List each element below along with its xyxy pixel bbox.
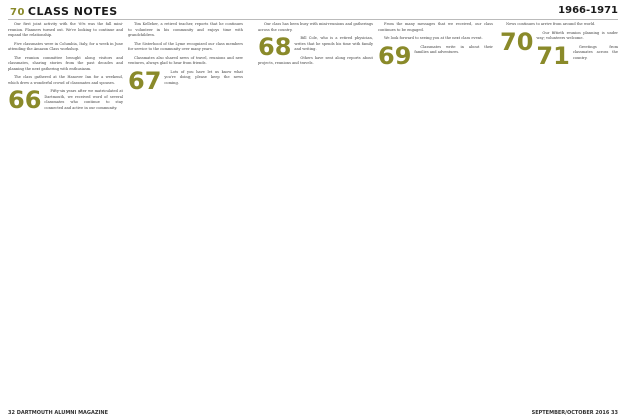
paragraph: From the many messages that we received, our class continues to be engaged.: [378, 22, 493, 32]
class-year-number: 66: [8, 86, 42, 114]
section-number: 70: [10, 7, 25, 18]
class-years: 1966-1971: [558, 5, 618, 16]
class-year-number: 71: [536, 41, 570, 70]
class-year-number: 67: [128, 66, 162, 95]
paragraph: We look forward to seeing you at the next class event.: [384, 36, 483, 40]
footer-right: SEPTEMBER/OCTOBER 2016 33: [531, 410, 618, 416]
paragraph: Greetings from classmates across the country.: [572, 44, 618, 60]
paragraph: Bill Cole, who is a retired physician, writes that he spends his time with family and writing.: [294, 36, 373, 51]
class-year-number: 68: [258, 33, 292, 61]
column-4: [378, 22, 493, 403]
paragraph: The reunion committee brought along visitors and classmates, sharing stories from the past decades and planning the next gathering with enthusiasm.: [8, 55, 123, 71]
column-1: [8, 22, 123, 403]
paragraph: Fifty-six years after we matriculated at Dartmouth, we received word of several classmates who continue to stay connected and active in our community.: [44, 89, 123, 110]
class-year-number: 69: [378, 41, 412, 70]
paragraph: Our class has been busy with mini-reunions and gatherings across the country.: [258, 22, 373, 32]
page-footer: [8, 410, 618, 416]
paragraph: Classmates also shared news of travel, reunions and new ventures, always glad to hear from friends.: [128, 55, 243, 65]
footer-left: 32 DARTMOUTH ALUMNI MAGAZINE: [8, 410, 108, 416]
paragraph: Others have sent along reports about projects, reunions and travels.: [258, 55, 373, 65]
paragraph: Classmates write in about their families and adventures.: [414, 44, 493, 54]
paragraph: Our fiftieth reunion planning is under way; volunteers welcome.: [536, 30, 618, 40]
section-title: 70 CLASS NOTES: [10, 5, 118, 18]
paragraph: The class gathered at the Hanover Inn for a weekend, which drew a wonderful crowd of classmates and spouses.: [8, 75, 123, 85]
column-2: [128, 22, 243, 403]
column-3: [258, 22, 373, 403]
paragraph: The Sisterhood of the Lyme recognized our class members for service to the community over many years.: [128, 41, 243, 51]
paragraph: Tim Kelleher, a retired teacher, reports that he continues to volunteer in his community and enjoys time with grandchildren.: [128, 22, 243, 37]
class-year-number: 70: [500, 27, 534, 56]
paragraph: Our first joint activity with the '69s was the fall mini-reunion. Planners turned out. We're looking to continue and expand the relationship.: [8, 22, 123, 37]
column-5: [500, 22, 618, 403]
paragraph: News continues to arrive from around the world.: [506, 22, 596, 26]
paragraph: Five classmates were in Columbia, Italy, for a week in June attending the Amazon Class workshop.: [8, 41, 123, 51]
header-rule: [8, 19, 618, 20]
paragraph: Lots of you have let us know what you're doing; please keep the news coming.: [164, 69, 243, 85]
